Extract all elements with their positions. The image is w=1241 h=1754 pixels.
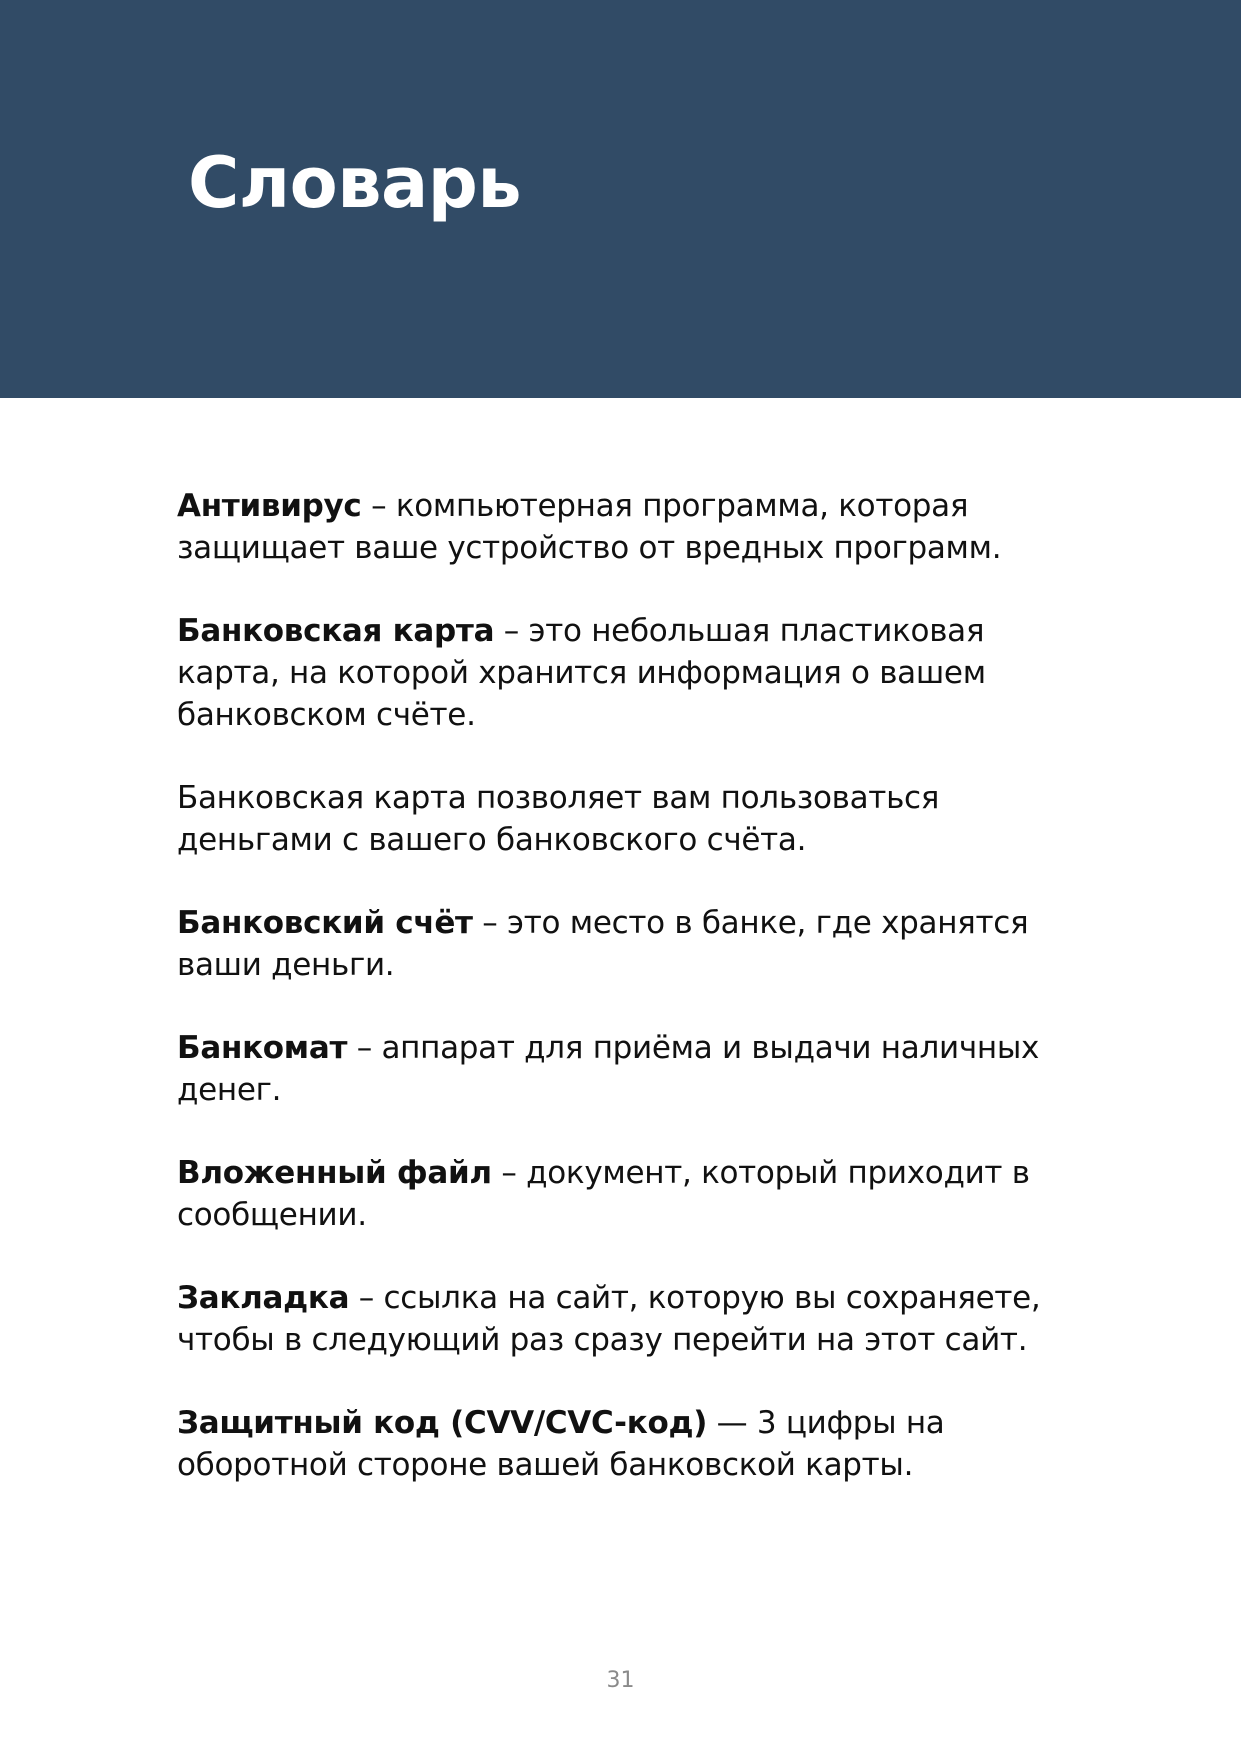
glossary-list [177, 485, 1077, 1527]
glossary-term: Банковская карта [177, 613, 495, 649]
glossary-note [177, 777, 1077, 861]
glossary-term: Банковский счёт [177, 905, 473, 941]
glossary-entry [177, 1402, 1077, 1486]
glossary-definition: – это небольшая пластиковая карта, на которой хранится информация о вашем банковском счёте. [177, 613, 986, 733]
glossary-term: Защитный код (CVV/CVC-код) [177, 1405, 708, 1441]
glossary-entry [177, 1152, 1077, 1236]
glossary-term: Антивирус [177, 488, 362, 524]
glossary-term: Банкомат [177, 1030, 348, 1066]
glossary-definition: — 3 цифры на оборотной стороне вашей банковской карты. [177, 1405, 945, 1483]
glossary-entry [177, 485, 1077, 569]
glossary-definition: – документ, который приходит в сообщении. [177, 1155, 1030, 1233]
glossary-term: Вложенный файл [177, 1155, 492, 1191]
glossary-entry [177, 1027, 1077, 1111]
glossary-definition: – аппарат для приёма и выдачи наличных денег. [177, 1030, 1040, 1108]
header-band [0, 0, 1241, 398]
glossary-definition: – ссылка на сайт, которую вы сохраняете, чтобы в следующий раз сразу перейти на этот сайт. [177, 1280, 1041, 1358]
glossary-term: Закладка [177, 1280, 350, 1316]
page-title: Словарь [188, 142, 522, 224]
glossary-definition: – компьютерная программа, которая защищает ваше устройство от вредных программ. [177, 488, 1002, 566]
page-number: 31 [606, 1668, 635, 1693]
glossary-definition: – это место в банке, где хранятся ваши деньги. [177, 905, 1029, 983]
glossary-entry [177, 902, 1077, 986]
glossary-note-text: Банковская карта позволяет вам пользоваться деньгами с вашего банковского счёта. [177, 780, 940, 858]
glossary-entry [177, 1277, 1077, 1361]
glossary-entry [177, 610, 1077, 736]
